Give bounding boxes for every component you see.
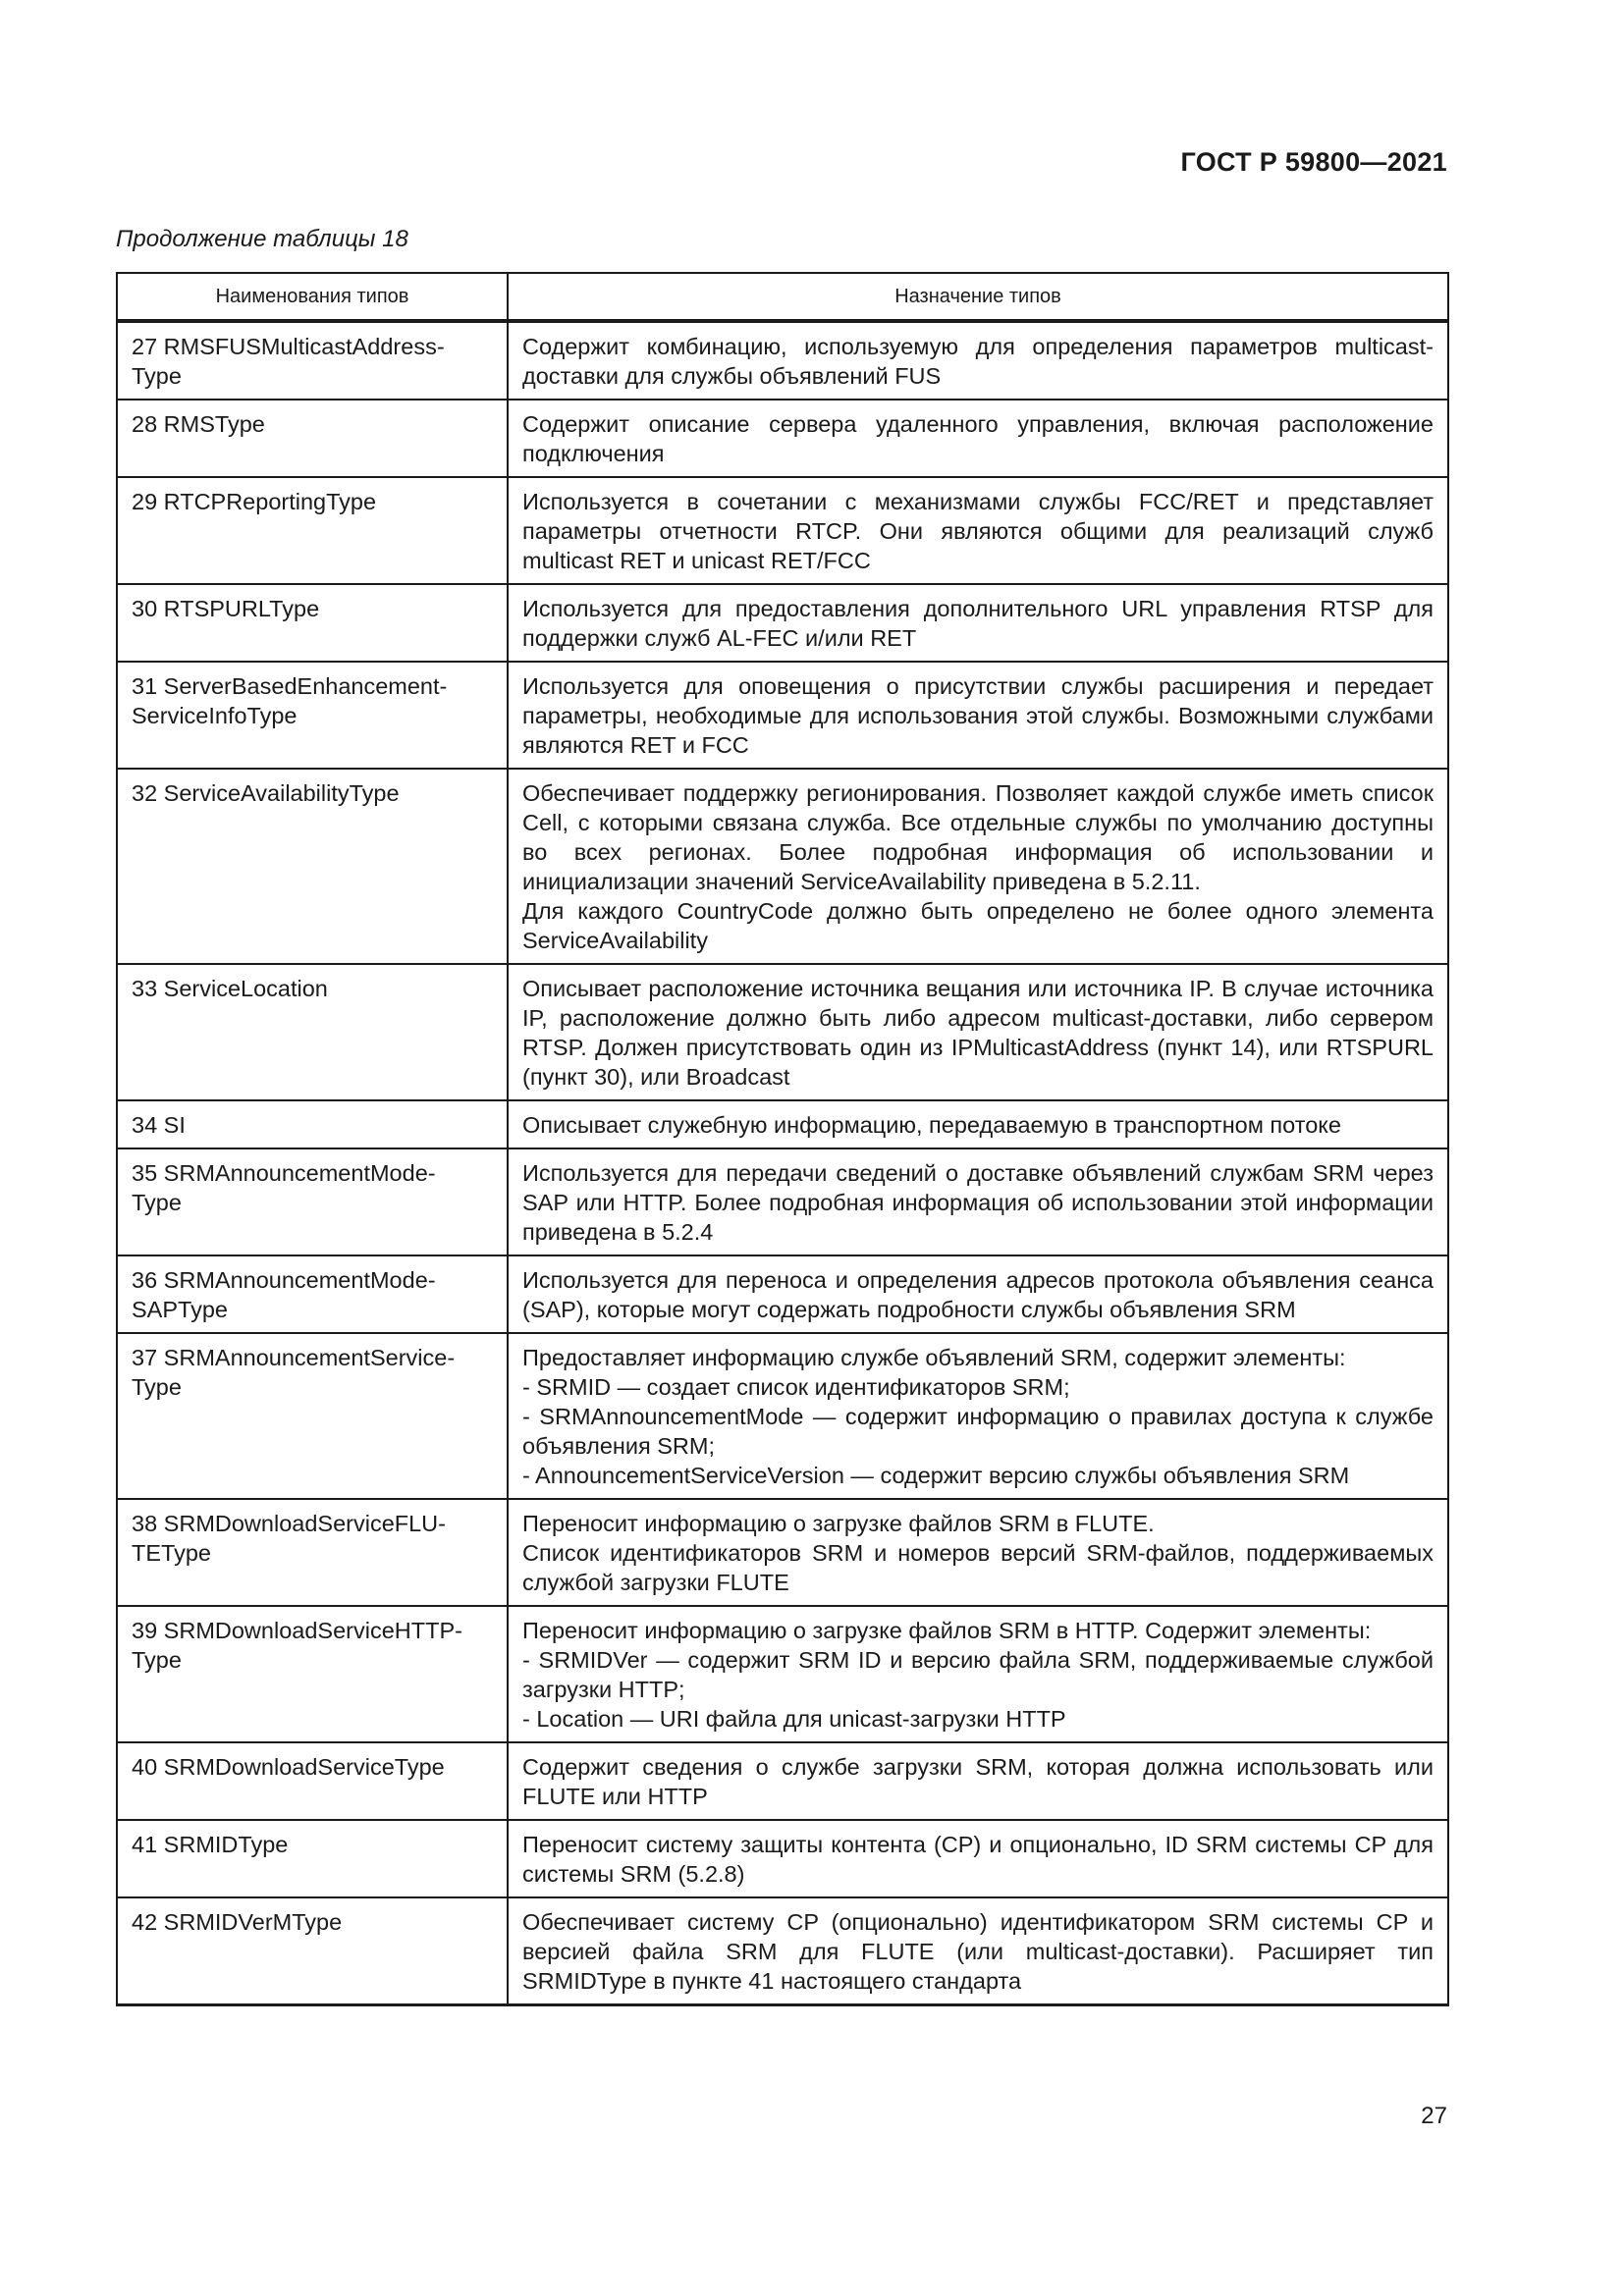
type-name-cell xyxy=(117,1499,508,1606)
type-purpose-cell xyxy=(508,584,1448,662)
type-name-line: SAPType xyxy=(132,1297,228,1322)
type-purpose-cell xyxy=(508,400,1448,477)
type-purpose-paragraph: - AnnouncementServiceVersion — содержит версию службы объявления SRM xyxy=(522,1463,1350,1488)
type-name-line: 42 SRMIDVerMType xyxy=(132,1909,343,1935)
type-purpose-cell xyxy=(508,1100,1448,1148)
type-purpose-paragraph: Переносит информацию о загрузке файлов SRM в FLUTE. xyxy=(522,1511,1155,1536)
type-name-cell xyxy=(117,584,508,662)
type-name-line: 30 RTSPURLType xyxy=(132,596,320,621)
type-name-line: 31 ServerBasedEnhancement- xyxy=(132,673,448,699)
table-row xyxy=(117,1606,1448,1742)
type-name-line: 37 SRMAnnouncementService- xyxy=(132,1345,456,1370)
table-row xyxy=(117,584,1448,662)
type-name-line: Type xyxy=(132,1647,182,1673)
column-header-type-names: Наименования типов xyxy=(117,273,508,321)
type-purpose-paragraph: Содержит сведения о службе загрузки SRM, которая должна использовать или FLUTE или HTTP xyxy=(522,1754,1434,1809)
type-name-cell xyxy=(117,964,508,1100)
type-name-line: Type xyxy=(132,1190,182,1215)
table-header-row xyxy=(117,273,1448,321)
type-purpose-cell xyxy=(508,1333,1448,1499)
type-name-line: ServiceInfoType xyxy=(132,703,298,728)
type-purpose-cell xyxy=(508,1499,1448,1606)
type-purpose-cell xyxy=(508,477,1448,584)
type-purpose-cell xyxy=(508,1148,1448,1255)
type-name-cell xyxy=(117,400,508,477)
type-purpose-paragraph: Содержит описание сервера удаленного управления, включая расположение подключения xyxy=(522,411,1434,466)
type-name-line: 28 RMSType xyxy=(132,411,265,437)
type-name-line: TEType xyxy=(132,1540,211,1566)
type-name-cell xyxy=(117,662,508,769)
type-name-line: 40 SRMDownloadServiceType xyxy=(132,1754,445,1780)
type-purpose-paragraph: - Location — URI файла для unicast-загрузки HTTP xyxy=(522,1706,1066,1732)
type-purpose-cell xyxy=(508,1255,1448,1333)
type-purpose-paragraph: Описывает служебную информацию, передаваемую в транспортном потоке xyxy=(522,1112,1341,1138)
type-purpose-paragraph: Переносит информацию о загрузке файлов SRM в HTTP. Содержит элементы: xyxy=(522,1618,1372,1643)
table-row xyxy=(117,321,1448,400)
type-purpose-paragraph: Используется для предоставления дополнительного URL управления RTSP для поддержки служб AL-FEC и/или RET xyxy=(522,596,1434,651)
table-row xyxy=(117,964,1448,1100)
type-name-line: 41 SRMIDType xyxy=(132,1832,289,1857)
type-purpose-cell xyxy=(508,1742,1448,1820)
type-purpose-paragraph: Используется для оповещения о присутствии службы расширения и передает параметры, необходимые для использования этой службы. Возможными службами являются RET и FCC xyxy=(522,673,1434,758)
table-row xyxy=(117,1897,1448,2005)
type-purpose-cell xyxy=(508,321,1448,400)
table-row xyxy=(117,1820,1448,1897)
table-row xyxy=(117,1742,1448,1820)
type-name-line: 34 SI xyxy=(132,1112,186,1138)
type-name-cell xyxy=(117,321,508,400)
type-name-cell xyxy=(117,1742,508,1820)
type-purpose-paragraph: Используется для переноса и определения адресов протокола объявления сеанса (SAP), которые могут содержать подробности службы объявления SRM xyxy=(522,1267,1434,1322)
document-code: ГОСТ Р 59800—2021 xyxy=(1180,147,1447,177)
type-purpose-paragraph: - SRMIDVer — содержит SRM ID и версию файла SRM, поддерживаемые службой загрузки HTTP; xyxy=(522,1647,1434,1702)
type-purpose-paragraph: Предоставляет информацию службе объявлений SRM, содержит элементы: xyxy=(522,1345,1346,1370)
table-row xyxy=(117,1255,1448,1333)
table-row xyxy=(117,400,1448,477)
type-purpose-paragraph: Используется в сочетании с механизмами службы FCC/RET и представляет параметры отчетности RTCP. Они являются общими для реализаций служб multicast RET и unicast RET/FCC xyxy=(522,489,1434,573)
type-name-line: 29 RTCPReportingType xyxy=(132,489,377,514)
type-purpose-cell xyxy=(508,1820,1448,1897)
type-purpose-paragraph: Переносит систему защиты контента (CP) и опционально, ID SRM системы CP для системы SRM (5.2.8) xyxy=(522,1832,1434,1887)
type-name-cell xyxy=(117,1333,508,1499)
type-purpose-paragraph: - SRMID — создает список идентификаторов SRM; xyxy=(522,1374,1070,1400)
type-purpose-cell xyxy=(508,662,1448,769)
type-purpose-cell xyxy=(508,1897,1448,2005)
type-name-cell xyxy=(117,769,508,964)
page-number: 27 xyxy=(1421,2103,1447,2129)
type-purpose-paragraph: Список идентификаторов SRM и номеров версий SRM-файлов, поддерживаемых службой загрузки FLUTE xyxy=(522,1540,1434,1595)
table-body xyxy=(117,321,1448,2005)
type-name-cell xyxy=(117,1255,508,1333)
type-name-line: 33 ServiceLocation xyxy=(132,976,328,1001)
type-name-line: 27 RMSFUSMulticastAddress- xyxy=(132,334,445,359)
column-header-type-purpose: Назначение типов xyxy=(508,273,1448,321)
type-purpose-cell xyxy=(508,769,1448,964)
table-row xyxy=(117,1499,1448,1606)
type-name-line: Type xyxy=(132,363,182,389)
type-purpose-paragraph: Содержит комбинацию, используемую для определения параметров multicast-доставки для службы объявлений FUS xyxy=(522,334,1434,389)
type-purpose-cell xyxy=(508,964,1448,1100)
table-row xyxy=(117,662,1448,769)
type-purpose-paragraph: Обеспечивает поддержку регионирования. Позволяет каждой службе иметь список Cell, с которыми связана служба. Все отдельные службы по умолчанию доступны во всех регионах. Более подробная информация об использовании и инициализации значений ServiceAvailability приведена в 5.2.11. xyxy=(522,780,1434,894)
type-name-cell xyxy=(117,1606,508,1742)
type-purpose-paragraph: Обеспечивает систему CP (опционально) идентификатором SRM системы CP и версией файла SRM для FLUTE (или multicast-доставки). Расширяет тип SRMIDType в пункте 41 настоящего стандарта xyxy=(522,1909,1434,1994)
type-name-cell xyxy=(117,1820,508,1897)
type-name-line: 32 ServiceAvailabilityType xyxy=(132,780,400,806)
table-row xyxy=(117,1148,1448,1255)
type-name-line: 39 SRMDownloadServiceHTTP- xyxy=(132,1618,462,1643)
table-row xyxy=(117,1333,1448,1499)
type-purpose-paragraph: - SRMAnnouncementMode — содержит информацию о правилах доступа к службе объявления SRM; xyxy=(522,1404,1434,1459)
type-name-line: 38 SRMDownloadServiceFLU- xyxy=(132,1511,446,1536)
type-name-cell xyxy=(117,1100,508,1148)
type-name-line: Type xyxy=(132,1374,182,1400)
type-purpose-cell xyxy=(508,1606,1448,1742)
table-row xyxy=(117,1100,1448,1148)
types-table xyxy=(116,272,1449,2006)
type-name-cell xyxy=(117,477,508,584)
type-purpose-paragraph: Для каждого CountryCode должно быть определено не более одного элемента ServiceAvailability xyxy=(522,898,1434,953)
type-purpose-paragraph: Используется для передачи сведений о доставке объявлений службам SRM через SAP или HTTP. Более подробная информация об использовании этой информации приведена в 5.2.4 xyxy=(522,1160,1434,1245)
type-name-line: 35 SRMAnnouncementMode- xyxy=(132,1160,436,1186)
table-row xyxy=(117,769,1448,964)
type-name-cell xyxy=(117,1897,508,2005)
table-caption: Продолжение таблицы 18 xyxy=(116,226,408,252)
type-purpose-paragraph: Описывает расположение источника вещания или источника IP. В случае источника IP, расположение должно быть либо адресом multicast-доставки, либо сервером RTSP. Должен присутствовать один из IPMulticastAddress (пункт 14), или RTSPURL (пункт 30), или Broadcast xyxy=(522,976,1434,1090)
type-name-cell xyxy=(117,1148,508,1255)
type-name-line: 36 SRMAnnouncementMode- xyxy=(132,1267,436,1293)
table-row xyxy=(117,477,1448,584)
